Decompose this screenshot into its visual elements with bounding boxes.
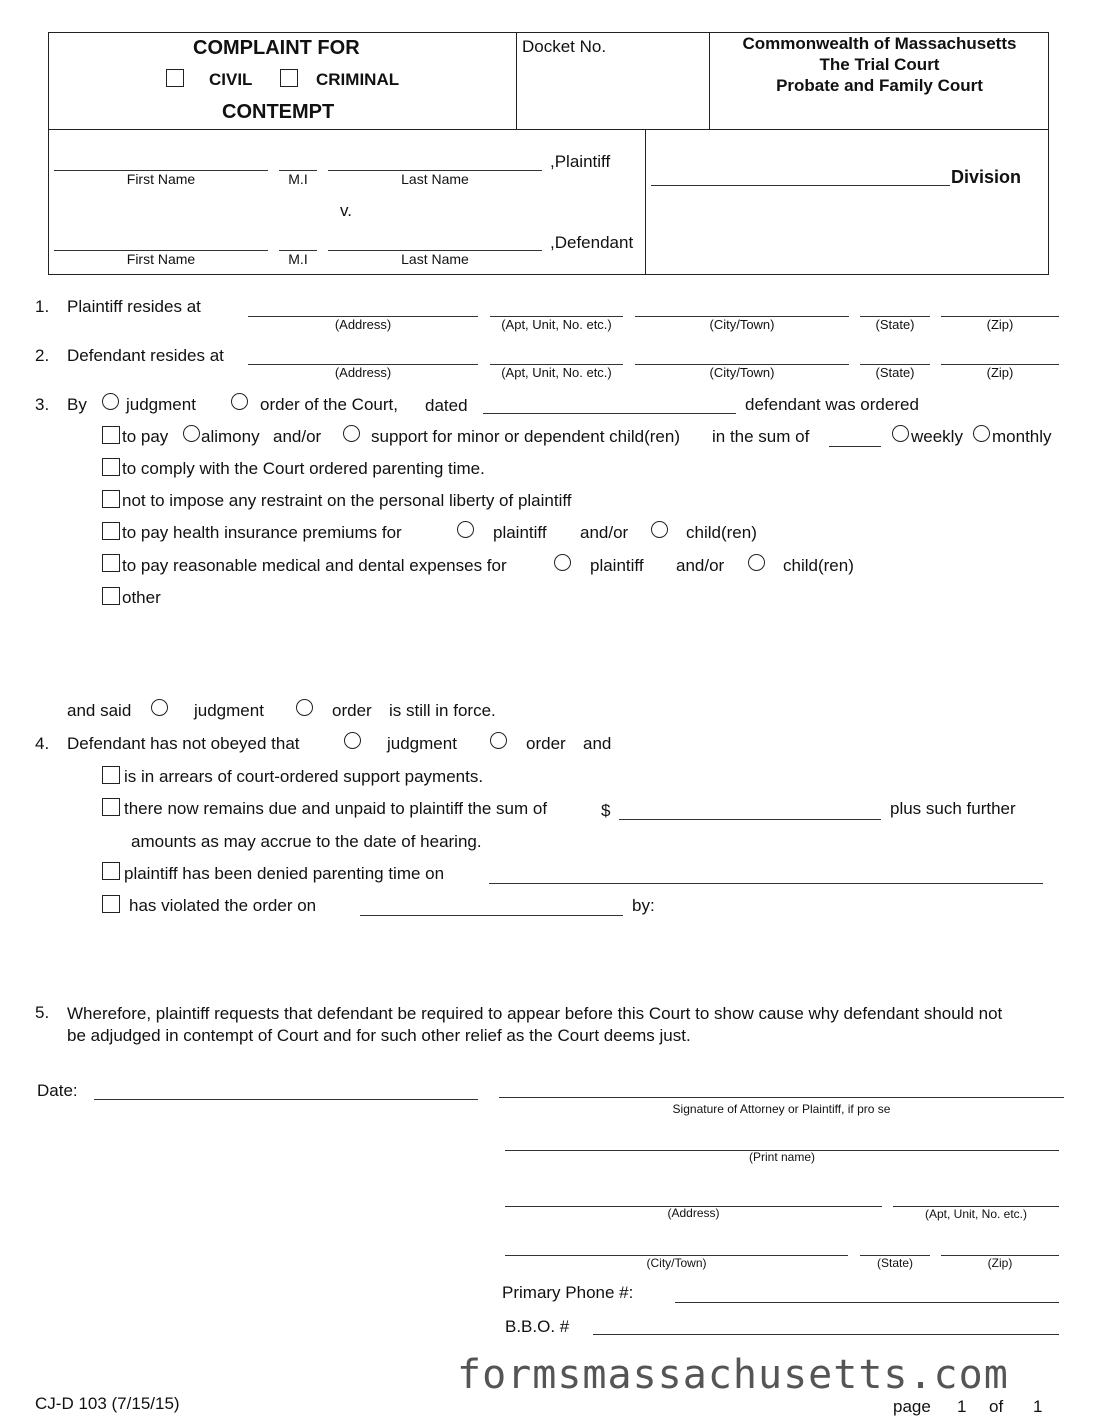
item2-text: Defendant resides at: [67, 346, 224, 365]
health-insurance-checkbox[interactable]: [102, 522, 120, 540]
plaintiff-zip-label: (Zip): [986, 317, 1014, 332]
said-order-label: order: [332, 701, 372, 720]
alimony-label: alimony: [201, 427, 260, 446]
plaintiff-mi-label: M.I: [288, 171, 308, 187]
division-label: Division: [951, 167, 1022, 187]
parenting-label: to comply with the Court ordered parenting time.: [122, 459, 485, 478]
plus-further-label: plus such further: [890, 799, 1016, 818]
item3-judgment-radio[interactable]: [102, 393, 119, 410]
item1-text: Plaintiff resides at: [67, 297, 201, 316]
weekly-label: weekly: [911, 427, 963, 446]
medical-children-radio[interactable]: [748, 554, 765, 571]
page-number: 1: [957, 1397, 967, 1416]
medical-label: to pay reasonable medical and dental expenses for: [122, 556, 507, 575]
date-field[interactable]: [94, 1099, 478, 1100]
obeyed-judgment-radio[interactable]: [344, 732, 361, 749]
bbo-field[interactable]: [593, 1334, 1059, 1335]
watermark: formsmassachusetts.com: [457, 1352, 1009, 1398]
support-label: support for minor or dependent child(ren): [371, 427, 680, 446]
monthly-radio[interactable]: [973, 425, 990, 442]
phone-field[interactable]: [675, 1302, 1059, 1303]
header-divider-1: [516, 32, 517, 130]
parenting-checkbox[interactable]: [102, 458, 120, 476]
obeyed-order-radio[interactable]: [490, 732, 507, 749]
of-label: of: [989, 1397, 1004, 1416]
item3-dated-label: dated: [425, 396, 468, 415]
accrue-label: amounts as may accrue to the date of hearing.: [131, 832, 482, 851]
docket-label: Docket No.: [522, 37, 607, 56]
defendant-address-label: (Address): [334, 365, 392, 380]
item4-number: 4.: [35, 734, 50, 753]
obeyed-and-label: and: [583, 734, 612, 753]
contempt-title: CONTEMPT: [222, 101, 335, 123]
form-id: CJ-D 103 (7/15/15): [35, 1394, 180, 1413]
phone-label: Primary Phone #:: [502, 1283, 634, 1302]
and-said-label: and said: [67, 701, 132, 720]
print-name-label: (Print name): [748, 1150, 816, 1164]
defendant-last-name-label: Last Name: [401, 251, 469, 267]
plaintiff-city-label: (City/Town): [709, 317, 775, 332]
criminal-label: CRIMINAL: [316, 70, 400, 89]
defendant-apt-label: (Apt, Unit, No. etc.): [501, 365, 612, 380]
monthly-label: monthly: [992, 427, 1052, 446]
plaintiff-state-label: (State): [875, 317, 915, 332]
health-children-label: child(ren): [686, 523, 757, 542]
item3-number: 3.: [35, 395, 50, 414]
medical-andor-label: and/or: [676, 556, 725, 575]
bbo-label: B.B.O. #: [505, 1317, 570, 1336]
alimony-andor-label: and/or: [273, 427, 322, 446]
alimony-radio[interactable]: [183, 425, 200, 442]
violated-date-field[interactable]: [360, 915, 623, 916]
attorney-address-label: (Address): [667, 1206, 720, 1220]
defendant-state-label: (State): [875, 365, 915, 380]
plaintiff-label: ,Plaintiff: [550, 152, 611, 171]
attorney-zip-label: (Zip): [987, 1256, 1013, 1270]
item5-number: 5.: [35, 1003, 50, 1022]
violated-label: has violated the order on: [129, 896, 317, 915]
amount-due-field[interactable]: [619, 819, 881, 820]
item5-line1: Wherefore, plaintiff requests that defendant be required to appear before this Court to show cause why defendant should not: [67, 1004, 1003, 1023]
civil-checkbox[interactable]: [166, 69, 184, 87]
arrears-label: is in arrears of court-ordered support payments.: [124, 767, 484, 786]
court-name-3: Probate and Family Court: [776, 76, 983, 95]
obeyed-judgment-label: judgment: [387, 734, 457, 753]
to-pay-label: to pay: [122, 427, 169, 446]
remains-due-checkbox[interactable]: [102, 798, 120, 816]
court-name-2: The Trial Court: [819, 55, 940, 74]
sum-of-label: in the sum of: [712, 427, 810, 446]
date-label: Date:: [37, 1081, 78, 1100]
versus-label: v.: [340, 201, 352, 220]
parties-divider: [645, 129, 646, 275]
item3-order-radio[interactable]: [231, 393, 248, 410]
plaintiff-last-name-label: Last Name: [401, 171, 469, 187]
health-children-radio[interactable]: [651, 521, 668, 538]
division-field[interactable]: [651, 185, 950, 186]
health-plaintiff-label: plaintiff: [493, 523, 547, 542]
medical-children-label: child(ren): [783, 556, 854, 575]
complaint-title: COMPLAINT FOR: [193, 37, 360, 59]
support-radio[interactable]: [343, 425, 360, 442]
arrears-checkbox[interactable]: [102, 766, 120, 784]
said-judgment-radio[interactable]: [151, 699, 168, 716]
item3-ordered-label: defendant was ordered: [745, 395, 919, 414]
not-obeyed-label: Defendant has not obeyed that: [67, 734, 300, 753]
denied-parenting-label: plaintiff has been denied parenting time on: [124, 864, 445, 883]
item3-by: By: [67, 395, 87, 414]
health-plaintiff-radio[interactable]: [457, 521, 474, 538]
denied-parenting-checkbox[interactable]: [102, 862, 120, 880]
health-andor-label: and/or: [580, 523, 629, 542]
medical-plaintiff-radio[interactable]: [554, 554, 571, 571]
violated-checkbox[interactable]: [102, 895, 120, 913]
health-insurance-label: to pay health insurance premiums for: [122, 523, 402, 542]
obeyed-order-label: order: [526, 734, 566, 753]
defendant-zip-label: (Zip): [986, 365, 1014, 380]
plaintiff-address-label: (Address): [334, 317, 392, 332]
defendant-city-label: (City/Town): [709, 365, 775, 380]
denied-parenting-field[interactable]: [489, 883, 1043, 884]
violated-by-label: by:: [632, 896, 655, 915]
remains-due-label: there now remains due and unpaid to plaintiff the sum of: [124, 799, 548, 818]
defendant-label: ,Defendant: [550, 233, 634, 252]
other-checkbox[interactable]: [102, 587, 120, 605]
item2-number: 2.: [35, 346, 50, 365]
plaintiff-first-name-label: First Name: [126, 171, 196, 187]
said-judgment-label: judgment: [194, 701, 264, 720]
dollar-sign: $: [601, 801, 611, 820]
other-label: other: [122, 588, 161, 607]
medical-plaintiff-label: plaintiff: [590, 556, 644, 575]
page-label: page: [893, 1397, 931, 1416]
defendant-first-name-label: First Name: [126, 251, 196, 267]
to-pay-checkbox[interactable]: [102, 426, 120, 444]
criminal-checkbox[interactable]: [280, 69, 298, 87]
court-name-1: Commonwealth of Massachusetts: [742, 34, 1017, 53]
item3-order-label: order of the Court,: [260, 395, 398, 414]
sum-amount-field[interactable]: [829, 446, 881, 447]
signature-field[interactable]: [499, 1097, 1064, 1098]
attorney-city-label: (City/Town): [646, 1256, 707, 1270]
defendant-mi-label: M.I: [288, 251, 308, 267]
attorney-state-label: (State): [876, 1256, 913, 1270]
item3-date-field[interactable]: [483, 413, 736, 414]
item1-number: 1.: [35, 297, 50, 316]
medical-checkbox[interactable]: [102, 554, 120, 572]
page-total: 1: [1033, 1397, 1043, 1416]
in-force-label: is still in force.: [389, 701, 496, 720]
signature-label: Signature of Attorney or Plaintiff, if pro se: [672, 1102, 891, 1116]
plaintiff-apt-label: (Apt, Unit, No. etc.): [501, 317, 612, 332]
item3-judgment-label: judgment: [126, 395, 196, 414]
attorney-apt-label: (Apt, Unit, No. etc.): [924, 1207, 1028, 1221]
restraint-label: not to impose any restraint on the personal liberty of plaintiff: [122, 491, 572, 510]
weekly-radio[interactable]: [892, 425, 909, 442]
civil-label: CIVIL: [209, 70, 253, 89]
said-order-radio[interactable]: [296, 699, 313, 716]
item5-line2: be adjudged in contempt of Court and for such other relief as the Court deems just.: [67, 1026, 691, 1045]
restraint-checkbox[interactable]: [102, 490, 120, 508]
